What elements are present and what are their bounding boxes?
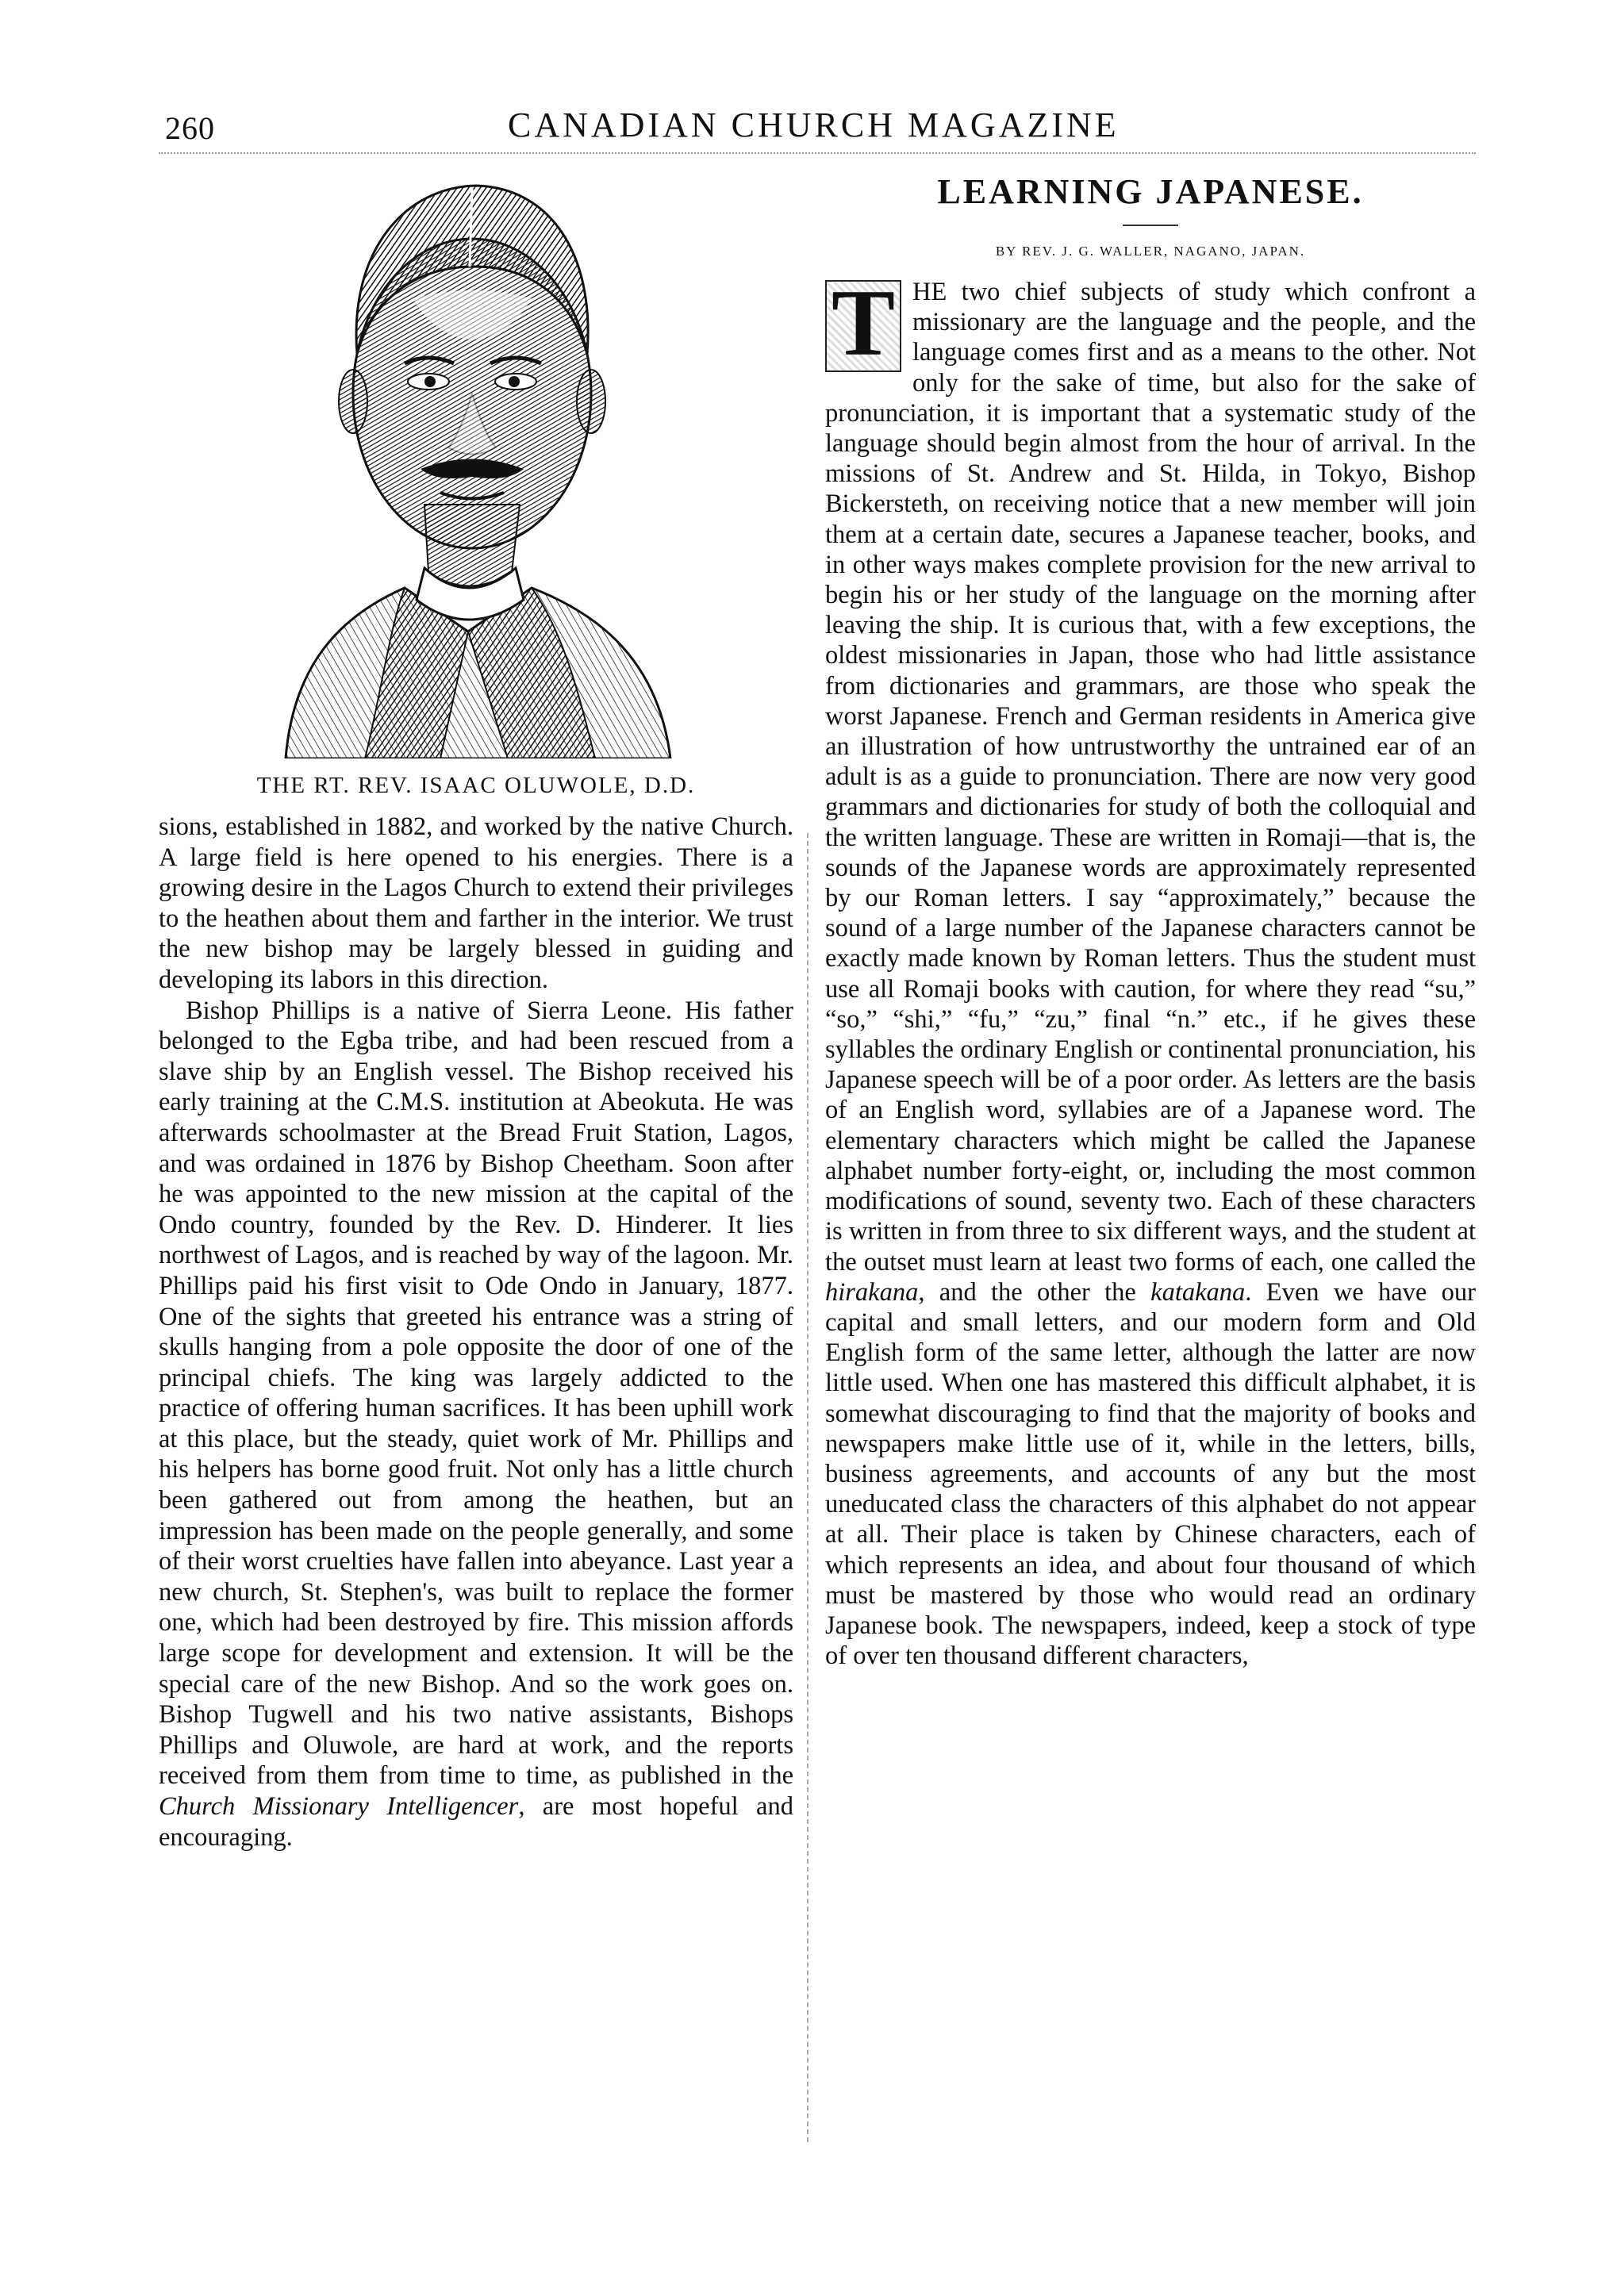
article-body — [825, 270, 1476, 1671]
page-number: 260 — [165, 110, 215, 146]
publication-title: Church Missionary Intelligencer — [159, 1792, 519, 1821]
title-rule — [1123, 225, 1178, 226]
article-title: LEARNING JAPANESE. — [937, 172, 1364, 211]
left-paragraph-2-text: Bishop Phillips is a native of Sierra Leone. His father belonged to the Egba tribe, and had been rescued from a slave ship by an English vessel. The Bishop received his early training at the C.M.S. institution at Abeokuta. He was afterwards schoolmaster at the Bread Fruit Station, Lagos, and was ordained in 1876 by Bishop Cheetham. Soon after he was appointed to the new mission at the capital of the Ondo country, founded by the Rev. D. Hinderer. It lies northwest of Lagos, and is reached by way of the lagoon. Mr. Phillips paid his first visit to Ode Ondo in January, 1877. One of the sights that greeted his entrance was a string of skulls hanging from a pole opposite the door of one of the principal chiefs. The king was largely addicted to the practice of offering human sacrifices. It has been uphill work at this place, but the steady, quiet work of Mr. Phillips and his helpers has borne good fruit. Not only has a little church been gathered out from among the heathen, but an impression has been made on the people generally, and some of their worst cruelties have fallen into abeyance. Last year a new church, St. Stephen's, was built to replace the former one, which had been destroyed by fire. This mission affords large scope for development and extension. It will be the special care of the new Bishop. And so the work goes on. Bishop Tugwell and his two native assistants, Bishops Phillips and Oluwole, are hard at work, and the reports received from them from time to time, as published in the — [159, 996, 793, 1791]
running-head: CANADIAN CHURCH MAGAZINE — [508, 106, 1120, 144]
right-column — [825, 171, 1476, 1671]
article-text-1: HE two chief subjects of study which confront a missionary are the language and the people, and the language comes first and as a means to the other. Not only for the sake of time, but also for the sake of pronunciation, it is important that a systematic study of the language should begin almost from the hour of arrival. In the missions of St. Andrew and St. Hilda, in Tokyo, Bishop Bickersteth, on receiving notice that a new member will join them at a certain date, secures a Japanese teacher, books, and in other ways makes complete provision for the new arrival to begin his or her study of the language on the morning after leaving the ship. It is curious that, with a few exceptions, the oldest missionaries in Japan, those who had little assistance from dictionaries and grammars, are those who speak the worst Japanese. French and German residents in America give an illustration of how untrustworthy the untrained ear of an adult is as a guide to pronunciation. There are now very good grammars and dictionaries for study of both the colloquial and the written language. These are written in Romaji—that is, the sounds of the Japanese words are approximately represented by our Roman letters. I say “approximately,” because the sound of a large number of the Japanese characters cannot be exactly made known by Roman letters. Thus the student must use all Romaji books with caution, for where they read “su,” “so,” “shi,” “fu,” “zu,” final “n.” etc., if he gives these syllables the ordinary English or continental pronunciation, his Japanese speech will be of a poor order. As letters are the basis of an English word, syllabies are of a Japanese word. The elementary characters which might be called the Japanese alphabet number forty-eight, or, including the most common modifications of sound, seventy two. Each of these characters is written in from three to six different ways, and the student at the outset must learn at least two forms of each, one called the — [825, 278, 1476, 1277]
column-divider — [807, 833, 808, 2142]
engraved-portrait-icon — [270, 155, 682, 758]
term-katakana: katakana — [1150, 1277, 1246, 1307]
article-text-2: , and the other the — [918, 1277, 1151, 1307]
portrait-caption: THE RT. REV. ISAAC OLUWOLE, D.D. — [256, 773, 696, 798]
article-text-3: . Even we have our capital and small letters, and our modern form and Old English form of the same letter, although the latter are now little used. When one has mastered this difficult alphabet, it is somewhat discouraging to find that the majority of books and newspapers make little use of it, while in the letters, bills, business agreements, and accounts of any but the most uneducated class the characters of this alphabet do not appear at all. Their place is taken by Chinese characters, each of which represents an idea, and about four thousand of which must be mastered by those who would read an ordinary Japanese book. The newspapers, indeed, keep a stock of type of over ten thousand different characters, — [825, 1277, 1476, 1671]
left-column — [159, 155, 793, 1853]
left-paragraph-2-end: , are most hopeful and encouraging. — [159, 1792, 793, 1852]
header-rule — [159, 152, 1476, 154]
dropcap-letter: T — [825, 280, 901, 372]
article-byline: BY REV. J. G. WALLER, NAGANO, JAPAN. — [995, 244, 1306, 259]
left-paragraph-1: sions, established in 1882, and worked by the native Church. A large field is here opened to his energies. There is a growing desire in the Lagos Church to extend their privileges to the heathen about them and farther in the interior. We trust the new bishop may be largely blessed in guiding and developing its labors in this direction. — [159, 812, 793, 994]
left-paragraph-2 — [159, 996, 793, 1853]
term-hirakana: hirakana — [825, 1277, 919, 1307]
